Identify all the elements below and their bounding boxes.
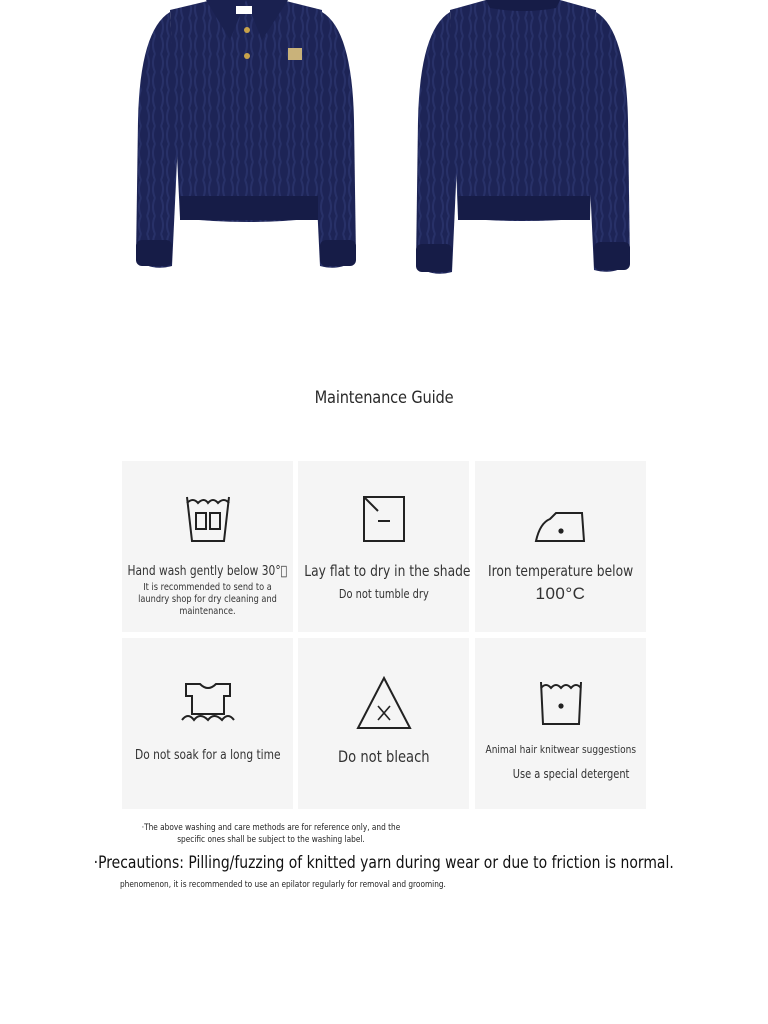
care-subtext-1: It is recommended to send to a laundry shop for dry cleaning and maintenance. (138, 582, 277, 617)
care-text-2: Lay flat to dry in the shade (304, 562, 471, 580)
care-subtext-2: Do not tumble dry (338, 587, 429, 601)
care-cell-hand-wash (122, 461, 293, 632)
do-not-soak-icon (122, 678, 293, 732)
care-subtext-3: 100°C (535, 584, 586, 603)
care-cell-no-bleach (298, 638, 469, 809)
iron-low-icon (475, 493, 646, 547)
reference-note-text: ·The above washing and care methods are for reference only, and the specific ones shall be subject to the washing label. (141, 823, 401, 845)
page-title: Maintenance Guide (314, 388, 454, 408)
care-text-6: Animal hair knitwear suggestions (485, 743, 636, 756)
sweater-front-image (130, 0, 362, 276)
care-grid (122, 461, 646, 809)
do-not-bleach-icon (298, 676, 469, 730)
sweater-back-image (410, 0, 636, 280)
precaution-subnote (120, 880, 517, 890)
care-cell-no-soak (122, 638, 293, 809)
care-cell-detergent (475, 638, 646, 809)
reference-note (106, 822, 436, 846)
special-detergent-icon (475, 678, 646, 732)
care-cell-dry-flat (298, 461, 469, 632)
precaution-subnote-text: phenomenon, it is recommended to use an epilator regularly for removal and grooming. (120, 880, 446, 890)
care-cell-iron (475, 461, 646, 632)
precaution-text: ·Precautions: Pilling/fuzzing of knitted yarn during wear or due to friction is normal. (93, 853, 675, 873)
care-text-4: Do not soak for a long time (134, 748, 281, 763)
care-subtext-6: Use a special detergent (513, 767, 630, 781)
precaution-heading (0, 853, 768, 873)
care-text-5: Do not bleach (337, 747, 430, 766)
care-text-3: Iron temperature below (487, 562, 634, 580)
dry-flat-shade-icon (298, 493, 469, 547)
care-text-1: Hand wash gently below 30°  (127, 564, 288, 579)
hand-wash-30-icon (122, 493, 293, 547)
